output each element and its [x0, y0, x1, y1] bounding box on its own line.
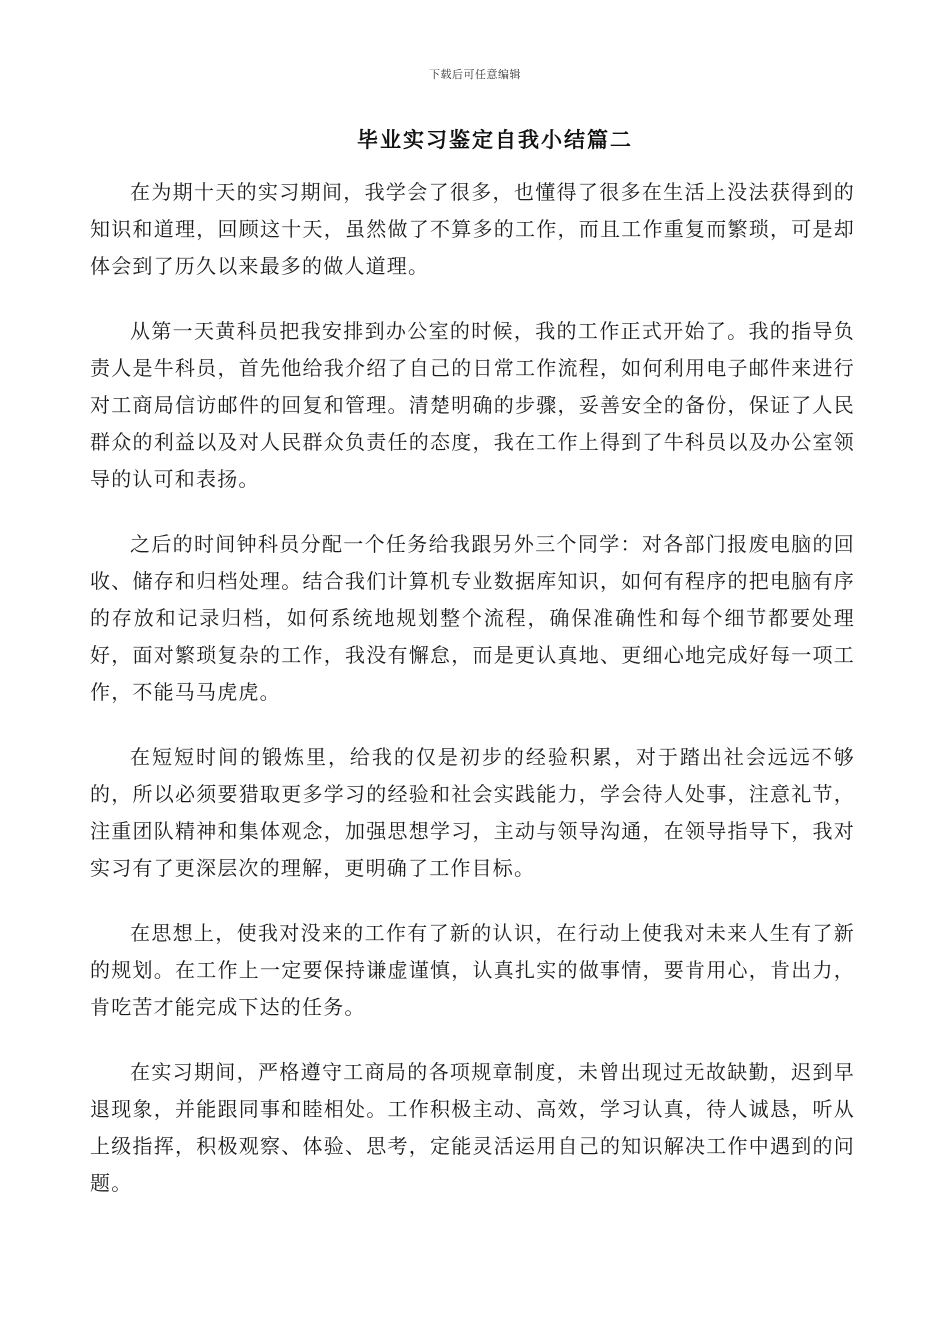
- paragraph-2: 从第一天黄科员把我安排到办公室的时候，我的工作正式开始了。我的指导负责人是牛科员，首先他给我介绍了自己的日常工作流程，如何利用电子邮件来进行对工商局信访邮件的回复和管理。清楚明确的步骤，妥善安全的备份，保证了人民群众的利益以及对人民群众负责任的态度，我在工作上得到了牛科员以及办公室领导的认可和表扬。: [90, 319, 855, 491]
- header-note: 下载后可任意编辑: [429, 68, 521, 81]
- document-body: [90, 174, 855, 1230]
- paragraph-4: 在短短时间的锻炼里，给我的仅是初步的经验积累，对于踏出社会远远不够的，所以必须要猎取更多学习的经验和社会实践能力，学会待人处事，注意礼节，注重团队精神和集体观念，加强思想学习，主动与领导沟通，在领导指导下，我对实习有了更深层次的理解，更明确了工作目标。: [90, 745, 855, 880]
- paragraph-1: 在为期十天的实习期间，我学会了很多，也懂得了很多在生活上没法获得到的知识和道理，回顾这十天，虽然做了不算多的工作，而且工作重复而繁琐，可是却体会到了历久以来最多的做人道理。: [90, 180, 855, 278]
- document-title: 毕业实习鉴定自我小结篇二: [357, 127, 633, 152]
- paragraph-3: 之后的时间钟科员分配一个任务给我跟另外三个同学：对各部门报废电脑的回收、储存和归档处理。结合我们计算机专业数据库知识，如何有程序的把电脑有序的存放和记录归档，如何系统地规划整个流程，确保准确性和每个细节都要处理好，面对繁琐复杂的工作，我没有懈怠，而是更认真地、更细心地完成好每一项工作，不能马马虎虎。: [90, 532, 855, 704]
- paragraph-5: 在思想上，使我对没来的工作有了新的认识，在行动上使我对未来人生有了新的规划。在工作上一定要保持谦虚谨慎，认真扎实的做事情，要肯用心，肯出力，肯吃苦才能完成下达的任务。: [90, 921, 855, 1019]
- paragraph-6: 在实习期间，严格遵守工商局的各项规章制度，未曾出现过无故缺勤，迟到早退现象，并能跟同事和睦相处。工作积极主动、高效，学习认真，待人诚恳，听从上级指挥，积极观察、体验、思考，定能灵活运用自己的知识解决工作中遇到的问题。: [90, 1060, 855, 1195]
